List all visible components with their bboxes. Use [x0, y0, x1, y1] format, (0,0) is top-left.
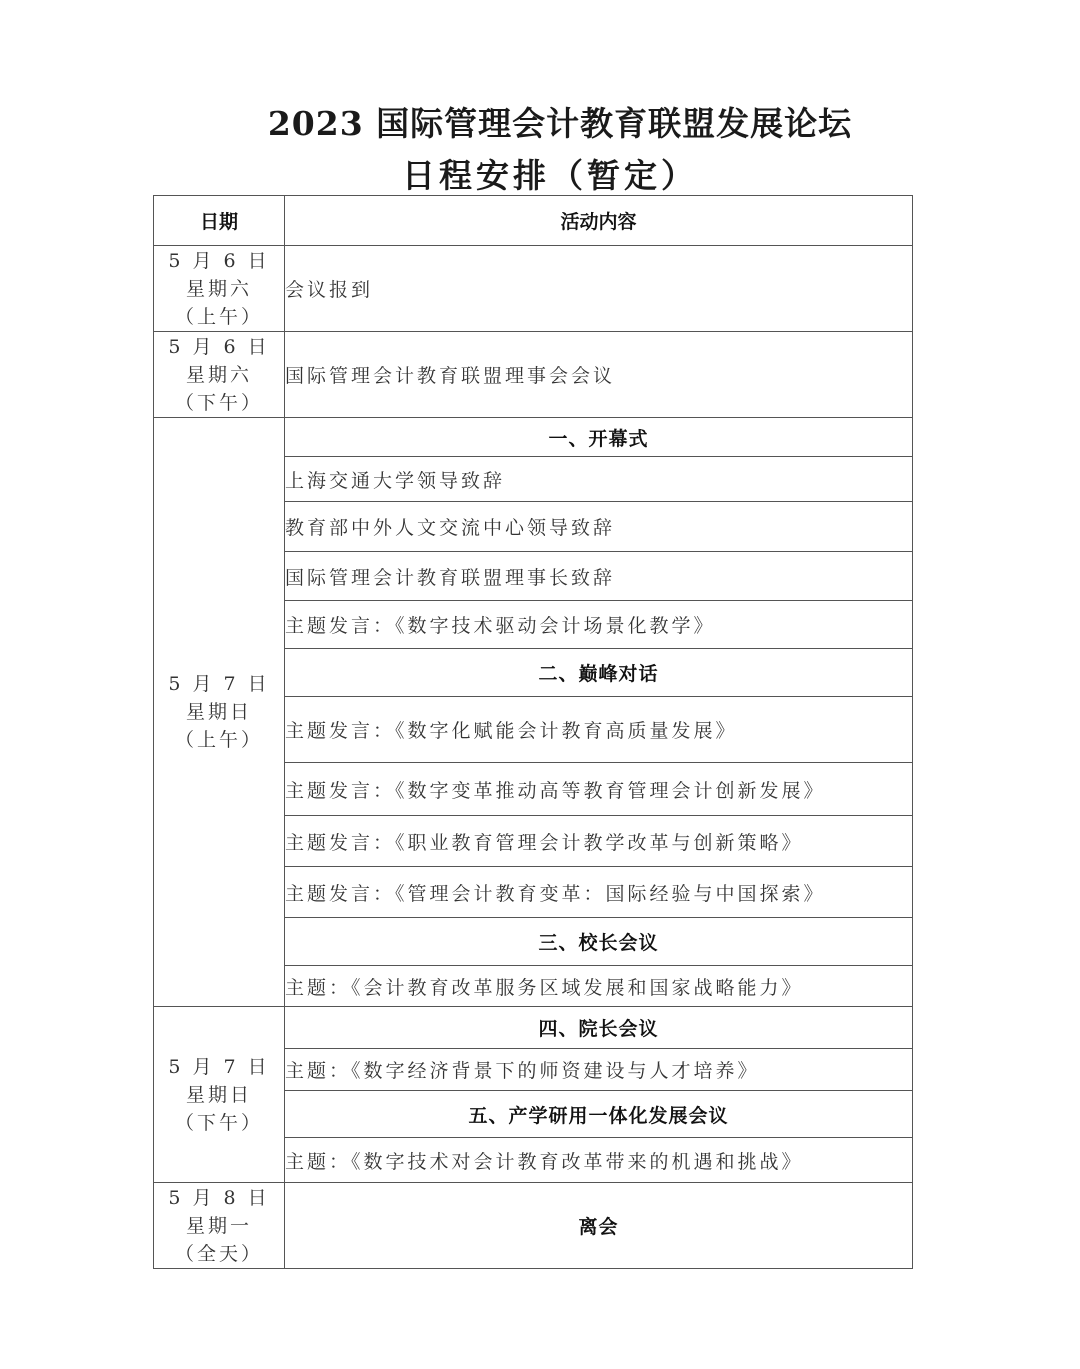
activity-registration: 会议报到: [285, 246, 913, 332]
activity-item: 主题：《数字经济背景下的师资建设与人才培养》: [285, 1049, 913, 1091]
document-subtitle: 日程安排（暂定）: [402, 156, 698, 195]
activity-item: 主题：《数字技术对会计教育改革带来的机遇和挑战》: [285, 1138, 913, 1183]
activity-item: 主题发言：《数字化赋能会计教育高质量发展》: [285, 697, 913, 763]
date-line: 5 月 6 日: [168, 249, 270, 272]
activity-column-header: 活动内容: [285, 196, 913, 246]
table-row: [154, 418, 913, 457]
period-line: （下午）: [174, 391, 263, 414]
section-deans-meeting: 四、院长会议: [285, 1007, 913, 1049]
date-line: 5 月 7 日: [168, 673, 270, 695]
table-header-row: [154, 196, 913, 246]
activity-item: 主题发言：《数字变革推动高等教育管理会计创新发展》: [285, 763, 913, 816]
activity-council-meeting: 国际管理会计教育联盟理事会会议: [285, 332, 913, 418]
date-cell-may7-pm: [154, 1007, 285, 1183]
period-line: （上午）: [174, 305, 263, 328]
schedule-table: [153, 195, 913, 1269]
table-row: [154, 1007, 913, 1049]
section-presidents-meeting: 三、校长会议: [285, 918, 913, 966]
document-title: 2023 国际管理会计教育联盟发展论坛: [267, 104, 853, 143]
table-row: [154, 332, 913, 418]
date-cell-may6-am: [154, 246, 285, 332]
activity-item: 上海交通大学领导致辞: [285, 457, 913, 502]
weekday-line: 星期一: [185, 1214, 252, 1237]
section-industry-academia-meeting: 五、产学研用一体化发展会议: [285, 1091, 913, 1138]
period-line: （全天）: [174, 1242, 263, 1265]
date-column-header: 日期: [154, 196, 285, 246]
table-row: [154, 246, 913, 332]
activity-item: 主题：《会计教育改革服务区域发展和国家战略能力》: [285, 966, 913, 1007]
activity-item: 教育部中外人文交流中心领导致辞: [285, 502, 913, 552]
section-summit-dialogue: 二、巅峰对话: [285, 649, 913, 697]
period-line: （上午）: [174, 729, 263, 751]
date-cell-may7-am: [154, 418, 285, 1007]
weekday-line: 星期六: [185, 277, 252, 300]
activity-item: 主题发言：《数字技术驱动会计场景化教学》: [285, 601, 913, 649]
date-cell-may8: [154, 1183, 285, 1269]
date-line: 5 月 7 日: [168, 1055, 270, 1078]
activity-item: 主题发言：《职业教育管理会计教学改革与创新策略》: [285, 816, 913, 867]
weekday-line: 星期日: [185, 1083, 252, 1106]
activity-item: 国际管理会计教育联盟理事长致辞: [285, 552, 913, 601]
table-row: [154, 1183, 913, 1269]
activity-item: 主题发言：《管理会计教育变革：国际经验与中国探索》: [285, 867, 913, 918]
period-line: （下午）: [174, 1111, 263, 1134]
activity-departure: 离会: [285, 1183, 913, 1269]
date-cell-may6-pm: [154, 332, 285, 418]
section-opening-ceremony: 一、开幕式: [285, 418, 913, 457]
weekday-line: 星期日: [185, 701, 252, 723]
weekday-line: 星期六: [185, 363, 252, 386]
date-line: 5 月 8 日: [168, 1186, 270, 1209]
date-line: 5 月 6 日: [168, 335, 270, 358]
